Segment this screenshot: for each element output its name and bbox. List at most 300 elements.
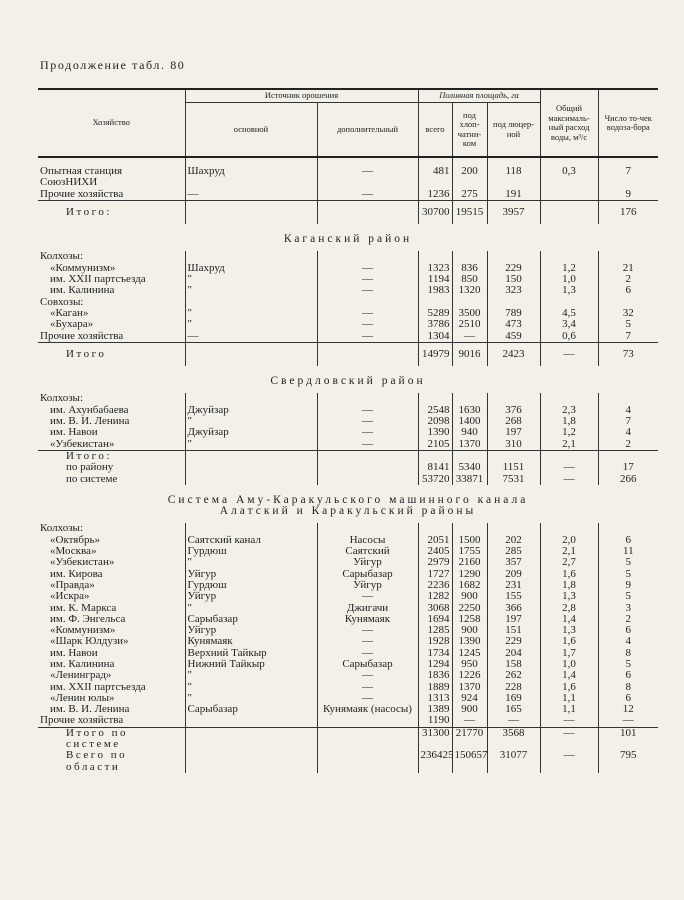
cell-source-extra: —: [317, 189, 418, 201]
cell-area-cotton: 900: [452, 591, 487, 602]
cell-source-main: [185, 343, 317, 366]
cell-flow: —: [540, 715, 598, 727]
cell-farm: Совхозы:: [40, 295, 84, 308]
cell-points: 7: [598, 331, 658, 343]
cell-flow: —: [540, 728, 598, 751]
cell-points: 6: [598, 670, 658, 681]
cell-source-extra: [317, 728, 418, 751]
cell-area-cotton: 1320: [452, 285, 487, 296]
cell-farm: Колхозы:: [40, 250, 84, 263]
cell-farm: Прочие хозяйства: [40, 714, 124, 727]
cell-area-total: 2105: [418, 439, 452, 451]
cell-farm: Итого: [66, 347, 107, 360]
header-source-main: основной: [185, 103, 317, 158]
table-row: [38, 319, 658, 330]
cell-source-extra: —: [317, 319, 418, 330]
cell-area-alfalfa: 285: [487, 546, 540, 557]
cell-area-cotton: 900: [452, 704, 487, 715]
cell-source-main: Саятский канал: [185, 535, 317, 546]
cell-area-cotton: —: [452, 331, 487, 343]
cell-area-alfalfa: 231: [487, 580, 540, 591]
cell-flow: 1,6: [540, 569, 598, 580]
cell-source-main: ": [185, 285, 317, 296]
cell-area-alfalfa: 310: [487, 439, 540, 451]
cell-source-extra: —: [317, 636, 418, 647]
cell-points: 101: [598, 728, 658, 751]
cell-flow: 1,3: [540, 591, 598, 602]
cell-source-main: Джуйзар: [185, 427, 317, 438]
cell-source-main: ": [185, 308, 317, 319]
cell-farm: «Коммунизм»: [50, 624, 116, 637]
cell-source-extra: Кунямаяк: [317, 614, 418, 625]
cell-flow: 2,1: [540, 439, 598, 451]
cell-farm: Итого:: [66, 449, 112, 462]
cell-farm: «Бухара»: [50, 318, 94, 331]
cell-source-main: Сарыбазар: [185, 704, 317, 715]
cell-flow: 1,4: [540, 670, 598, 681]
cell-farm: «Правда»: [50, 578, 95, 591]
cell-area-cotton: 836: [452, 263, 487, 274]
cell-source-extra: Сарыбазар: [317, 659, 418, 670]
cell-area-cotton: 940: [452, 427, 487, 438]
cell-source-main: ": [185, 274, 317, 285]
cell-flow: 1,8: [540, 580, 598, 591]
cell-area-alfalfa: 150: [487, 274, 540, 285]
cell-area-cotton: 19515: [452, 201, 487, 224]
cell-source-main: Шахруд: [185, 166, 317, 177]
cell-flow: [540, 189, 598, 201]
cell-area-total: 53720: [418, 474, 452, 485]
cell-source-extra: [317, 343, 418, 366]
cell-farm: им. Ахунбабаева: [50, 403, 129, 416]
total-row: [38, 462, 658, 473]
cell-farm: «Узбекистан»: [50, 556, 115, 569]
cell-area-cotton: 1370: [452, 682, 487, 693]
cell-area-alfalfa: 202: [487, 535, 540, 546]
cell-area-alfalfa: 155: [487, 591, 540, 602]
cell-source-main: Уйгур: [185, 591, 317, 602]
cell-points: 9: [598, 189, 658, 201]
cell-points: 8: [598, 648, 658, 659]
cell-farm: «Ленин юлы»: [50, 691, 115, 704]
cell-area-cotton: 9016: [452, 343, 487, 366]
cell-points: 5: [598, 659, 658, 670]
cell-area-total: 1313: [418, 693, 452, 704]
cell-area-total: 2979: [418, 557, 452, 568]
cell-flow: 1,6: [540, 682, 598, 693]
cell-area-cotton: —: [452, 715, 487, 727]
cell-farm: по системе: [66, 472, 118, 485]
cell-area-alfalfa: 789: [487, 308, 540, 319]
cell-source-extra: —: [317, 439, 418, 451]
cell-flow: —: [540, 474, 598, 485]
section-subtitle: Алатский и Каракульский районы: [219, 505, 477, 518]
cell-source-extra: —: [317, 670, 418, 681]
section-heading-row: [38, 366, 658, 393]
total-row: [38, 474, 658, 485]
cell-flow: 2,1: [540, 546, 598, 557]
cell-area-alfalfa: 197: [487, 614, 540, 625]
header-flow: Общий максималь-ный расход воды, м³/с: [540, 89, 598, 157]
section-heading-row: [38, 224, 658, 251]
cell-flow: 1,2: [540, 427, 598, 438]
header-area-cotton: под хлоп-чатни-ком: [452, 103, 487, 158]
cell-points: 6: [598, 535, 658, 546]
cell-farm: «Каган»: [50, 306, 89, 319]
cell-points: 4: [598, 405, 658, 416]
cell-source-main: Гурдюш: [185, 580, 317, 591]
cell-area-total: 1282: [418, 591, 452, 602]
table-caption: Продолжение табл. 80: [40, 58, 186, 72]
cell-area-alfalfa: 158: [487, 659, 540, 670]
cell-area-alfalfa: 151: [487, 625, 540, 636]
cell-flow: 2,3: [540, 405, 598, 416]
cell-points: [598, 177, 658, 188]
cell-flow: 1,3: [540, 625, 598, 636]
cell-points: 6: [598, 625, 658, 636]
cell-source-main: ": [185, 319, 317, 330]
cell-source-main: ": [185, 682, 317, 693]
cell-source-main: Гурдюш: [185, 546, 317, 557]
cell-source-main: Шахруд: [185, 263, 317, 274]
cell-flow: 1,0: [540, 274, 598, 285]
cell-source-extra: —: [317, 693, 418, 704]
cell-source-extra: Джигачи: [317, 603, 418, 614]
cell-source-extra: —: [317, 682, 418, 693]
cell-points: 2: [598, 274, 658, 285]
cell-source-extra: —: [317, 648, 418, 659]
table-row: [38, 591, 658, 602]
cell-points: —: [598, 715, 658, 727]
cell-points: 12: [598, 704, 658, 715]
cell-source-main: ": [185, 670, 317, 681]
cell-source-main: ": [185, 439, 317, 451]
cell-points: 176: [598, 201, 658, 224]
cell-farm: им. К. Маркса: [50, 601, 117, 614]
table-row: [38, 189, 658, 201]
cell-area-cotton: 2160: [452, 557, 487, 568]
cell-area-total: 1734: [418, 648, 452, 659]
cell-flow: —: [540, 462, 598, 473]
header-source-extra: дополнительный: [317, 103, 418, 158]
cell-flow: 1,3: [540, 285, 598, 296]
cell-area-alfalfa: 3568: [487, 728, 540, 751]
header-area-group: Поливная площадь, га: [418, 89, 540, 103]
cell-points: 5: [598, 569, 658, 580]
cell-points: 5: [598, 557, 658, 568]
cell-source-main: ": [185, 416, 317, 427]
table-row: [38, 557, 658, 568]
cell-area-cotton: 150657: [452, 750, 487, 773]
cell-source-extra: —: [317, 625, 418, 636]
cell-source-extra: —: [317, 263, 418, 274]
table-row: [38, 439, 658, 451]
cell-points: 2: [598, 439, 658, 451]
cell-area-alfalfa: 2423: [487, 343, 540, 366]
cell-flow: 1,7: [540, 648, 598, 659]
cell-points: 6: [598, 693, 658, 704]
cell-flow: 1,1: [540, 693, 598, 704]
cell-flow: 2,7: [540, 557, 598, 568]
cell-farm: им. В. И. Ленина: [50, 415, 130, 428]
cell-area-alfalfa: 204: [487, 648, 540, 659]
cell-area-alfalfa: 7531: [487, 474, 540, 485]
cell-farm: им. В. И. Ленина: [50, 703, 130, 716]
cell-source-extra: Уйгур: [317, 557, 418, 568]
cell-area-cotton: 950: [452, 659, 487, 670]
cell-farm: «Коммунизм»: [50, 261, 116, 274]
cell-area-total: 31300: [418, 728, 452, 751]
section-heading: [38, 224, 658, 251]
cell-area-cotton: [452, 177, 487, 188]
cell-source-main: Нижний Тайкыр: [185, 659, 317, 670]
cell-points: 32: [598, 308, 658, 319]
cell-area-total: 481: [418, 166, 452, 177]
cell-source-main: Кунямаяк: [185, 636, 317, 647]
cell-area-cotton: 2250: [452, 603, 487, 614]
cell-area-alfalfa: 229: [487, 636, 540, 647]
cell-source-main: ": [185, 603, 317, 614]
table-row: [38, 715, 658, 727]
cell-source-extra: —: [317, 331, 418, 343]
cell-flow: 1,0: [540, 659, 598, 670]
table-row: [38, 166, 658, 177]
section-title: Система Аму-Каракульского машинного канала: [167, 493, 529, 506]
cell-area-total: 1389: [418, 704, 452, 715]
cell-area-alfalfa: 473: [487, 319, 540, 330]
cell-area-cotton: 900: [452, 625, 487, 636]
cell-source-extra: [317, 715, 418, 727]
section-heading: [38, 366, 658, 393]
cell-points: 9: [598, 580, 658, 591]
cell-area-alfalfa: 191: [487, 189, 540, 201]
cell-source-main: —: [185, 331, 317, 343]
cell-source-extra: —: [317, 427, 418, 438]
cell-farm: Прочие хозяйства: [40, 187, 124, 200]
cell-farm: «Москва»: [50, 545, 97, 558]
cell-source-extra: [317, 177, 418, 188]
cell-area-total: 1928: [418, 636, 452, 647]
cell-source-main: Уйгур: [185, 569, 317, 580]
cell-area-total: [418, 177, 452, 188]
cell-area-total: 1983: [418, 285, 452, 296]
cell-area-total: 1304: [418, 331, 452, 343]
cell-area-total: 236425: [418, 750, 452, 773]
cell-area-cotton: 1226: [452, 670, 487, 681]
cell-area-alfalfa: 118: [487, 166, 540, 177]
section-title: Каганский район: [283, 233, 413, 246]
cell-flow: 4,5: [540, 308, 598, 319]
cell-area-alfalfa: 268: [487, 416, 540, 427]
cell-source-extra: —: [317, 285, 418, 296]
table-row: [38, 427, 658, 438]
cell-points: 5: [598, 591, 658, 602]
cell-area-total: 1285: [418, 625, 452, 636]
cell-points: 5: [598, 319, 658, 330]
cell-farm: «Искра»: [50, 590, 90, 603]
cell-area-total: 1236: [418, 189, 452, 201]
cell-area-cotton: 1755: [452, 546, 487, 557]
cell-area-alfalfa: 3957: [487, 201, 540, 224]
cell-farm: «Октябрь»: [50, 533, 100, 546]
cell-area-alfalfa: 366: [487, 603, 540, 614]
total-row: [38, 343, 658, 366]
cell-points: 8: [598, 682, 658, 693]
table-row: [38, 331, 658, 343]
cell-farm: им. Калинина: [50, 657, 115, 670]
cell-source-extra: Уйгур: [317, 580, 418, 591]
cell-source-extra: —: [317, 274, 418, 285]
cell-farm: Колхозы:: [40, 392, 84, 405]
cell-flow: 2,0: [540, 535, 598, 546]
cell-area-total: 1390: [418, 427, 452, 438]
cell-farm: Итого:: [66, 205, 112, 218]
cell-area-cotton: 1258: [452, 614, 487, 625]
cell-source-main: ": [185, 693, 317, 704]
cell-farm: Опытная станция: [40, 165, 123, 177]
cell-area-alfalfa: 323: [487, 285, 540, 296]
cell-area-total: 8141: [418, 462, 452, 473]
cell-farm: им. Ф. Энгельса: [50, 612, 126, 625]
cell-flow: —: [540, 343, 598, 366]
cell-area-alfalfa: 169: [487, 693, 540, 704]
cell-source-main: [185, 750, 317, 773]
cell-farm: СоюзНИХИ: [40, 176, 98, 189]
cell-source-extra: [317, 462, 418, 473]
cell-area-cotton: 200: [452, 166, 487, 177]
header-area-total: всего: [418, 103, 452, 158]
total-row: [38, 750, 658, 773]
cell-area-alfalfa: 229: [487, 263, 540, 274]
cell-source-extra: —: [317, 405, 418, 416]
cell-area-total: 1694: [418, 614, 452, 625]
cell-source-extra: Саятский: [317, 546, 418, 557]
cell-area-cotton: 21770: [452, 728, 487, 751]
header-points: Число то-чек водоза-бора: [598, 89, 658, 157]
cell-farm: «Ленинград»: [50, 669, 112, 682]
cell-farm: «Шарк Юлдузи»: [50, 635, 129, 648]
cell-area-total: 1194: [418, 274, 452, 285]
cell-area-total: 2236: [418, 580, 452, 591]
cell-source-extra: Сарыбазар: [317, 569, 418, 580]
cell-area-alfalfa: 31077: [487, 750, 540, 773]
section-title: Свердловский район: [270, 375, 426, 388]
cell-source-extra: [317, 474, 418, 485]
cell-area-total: 1889: [418, 682, 452, 693]
cell-flow: 1,4: [540, 614, 598, 625]
cell-farm: Прочие хозяйства: [40, 329, 124, 342]
cell-points: 795: [598, 750, 658, 773]
cell-farm: им. Навои: [50, 426, 98, 439]
table-row: [38, 670, 658, 681]
cell-area-alfalfa: 197: [487, 427, 540, 438]
cell-source-main: [185, 728, 317, 751]
cell-points: 3: [598, 603, 658, 614]
cell-area-cotton: 3500: [452, 308, 487, 319]
cell-source-main: —: [185, 189, 317, 201]
table-row: [38, 285, 658, 296]
cell-farm: Всего по области: [66, 749, 128, 773]
total-row: [38, 728, 658, 751]
cell-area-cotton: 1390: [452, 636, 487, 647]
cell-area-cotton: 1630: [452, 405, 487, 416]
cell-source-extra: [317, 750, 418, 773]
header-source-group: Источник орошения: [185, 89, 418, 103]
cell-source-extra: Насосы: [317, 535, 418, 546]
cell-source-main: Джуйзар: [185, 405, 317, 416]
cell-area-total: 1323: [418, 263, 452, 274]
cell-flow: [540, 201, 598, 224]
cell-flow: 1,1: [540, 704, 598, 715]
cell-points: 6: [598, 285, 658, 296]
cell-area-alfalfa: [487, 177, 540, 188]
cell-area-cotton: 1245: [452, 648, 487, 659]
cell-flow: 0,6: [540, 331, 598, 343]
cell-area-cotton: 33871: [452, 474, 487, 485]
cell-source-main: [185, 201, 317, 224]
cell-area-total: 2098: [418, 416, 452, 427]
cell-points: 7: [598, 166, 658, 177]
cell-area-total: 1294: [418, 659, 452, 670]
cell-area-total: 5289: [418, 308, 452, 319]
cell-area-cotton: 1370: [452, 439, 487, 451]
cell-area-cotton: 275: [452, 189, 487, 201]
cell-farm: по району: [66, 461, 114, 474]
cell-farm: Итого по системе: [66, 726, 128, 751]
cell-source-extra: [317, 201, 418, 224]
cell-area-alfalfa: 209: [487, 569, 540, 580]
cell-points: 73: [598, 343, 658, 366]
table-body: [38, 157, 658, 773]
cell-points: 17: [598, 462, 658, 473]
cell-source-main: Верхний Тайкыр: [185, 648, 317, 659]
cell-area-total: 3068: [418, 603, 452, 614]
cell-flow: [540, 177, 598, 188]
table-row: [38, 636, 658, 647]
irrigation-table: [38, 88, 658, 773]
cell-source-main: [185, 297, 317, 308]
cell-area-cotton: 1500: [452, 535, 487, 546]
cell-farm: им. Навои: [50, 646, 98, 659]
cell-area-total: 2548: [418, 405, 452, 416]
cell-area-total: 3786: [418, 319, 452, 330]
cell-points: 2: [598, 614, 658, 625]
cell-farm: им. XXII партсъезда: [50, 680, 146, 693]
cell-area-cotton: 924: [452, 693, 487, 704]
cell-area-cotton: 2510: [452, 319, 487, 330]
cell-points: 11: [598, 546, 658, 557]
cell-flow: —: [540, 750, 598, 773]
cell-area-alfalfa: 459: [487, 331, 540, 343]
cell-area-alfalfa: 228: [487, 682, 540, 693]
cell-farm: им. Кирова: [50, 567, 103, 580]
cell-farm: «Узбекистан»: [50, 437, 115, 450]
cell-source-extra: Кунямаяк (насосы): [317, 704, 418, 715]
cell-source-extra: —: [317, 308, 418, 319]
cell-points: 21: [598, 263, 658, 274]
cell-source-main: ": [185, 557, 317, 568]
cell-source-extra: —: [317, 416, 418, 427]
cell-area-cotton: 1682: [452, 580, 487, 591]
cell-points: 4: [598, 636, 658, 647]
cell-source-main: [185, 451, 317, 462]
header-farm: Хозяйство: [92, 117, 130, 128]
cell-area-cotton: 1400: [452, 416, 487, 427]
cell-area-total: 1190: [418, 715, 452, 727]
cell-points: 7: [598, 416, 658, 427]
cell-area-alfalfa: 165: [487, 704, 540, 715]
cell-farm: им. XXII партсъезда: [50, 273, 146, 286]
